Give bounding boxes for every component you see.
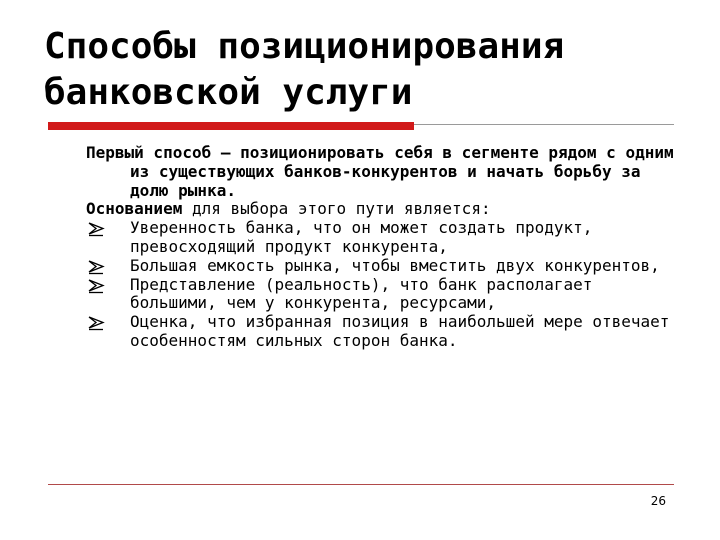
- slide-title: [44, 24, 704, 116]
- title-accent-bar: [48, 122, 414, 130]
- slide-body: [86, 144, 686, 351]
- arrow-bullet-icon: [86, 276, 106, 295]
- arrow-bullet-icon: [86, 257, 106, 276]
- bullet-text: Уверенность банка, что он может создать продукт, превосходящий продукт конкурента,: [130, 218, 593, 256]
- basis-line: [86, 200, 686, 219]
- basis-rest: для выбора этого пути является:: [182, 199, 491, 219]
- bullet-text: Оценка, что избранная позиция в наибольшей мере отвечает особенностям сильных сторон банка.: [130, 312, 670, 350]
- bullet-item: [86, 219, 686, 257]
- bullet-item: [86, 257, 686, 276]
- bullet-item: [86, 276, 686, 314]
- bullet-item: [86, 313, 686, 351]
- bullet-text: Представление (реальность), что банк располагает большими, чем у конкурента, ресурсами,: [130, 274, 593, 313]
- title-line-2: банковской услуги: [44, 72, 413, 113]
- arrow-bullet-icon: [86, 219, 106, 238]
- page-number: 26: [650, 494, 666, 508]
- title-line-1: Способы позиционирования: [44, 26, 565, 67]
- bullet-text: Большая емкость рынка, чтобы вместить двух конкурентов,: [130, 255, 660, 275]
- first-method-text: Первый способ — позиционировать себя в сегменте рядом с одним из существующих банков-конкурентов и начать борьбу за долю рынка.: [86, 143, 674, 200]
- arrow-bullet-icon: [86, 313, 106, 332]
- basis-lead: Основанием: [86, 199, 183, 219]
- footer-divider: [48, 484, 674, 485]
